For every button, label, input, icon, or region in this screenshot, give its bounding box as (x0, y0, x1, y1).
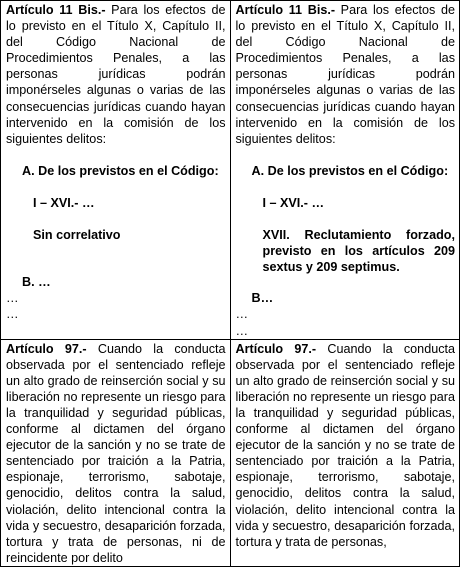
article-text: Para los efectos de lo previsto en el Título X, Capítulo II, del Código Nacional de Procedimientos Penales, a las personas jurídicas podrán imponérseles algunas o varias de las consecuencias jurídicas cuando hayan intervenido en la comisión de los siguientes delitos: (235, 3, 455, 146)
ellipsis-line: … (235, 307, 249, 322)
ellipsis-line: … (6, 291, 19, 306)
subsection-a: A. De los previstos en el Código: (22, 163, 219, 178)
article-heading: Artículo 97.- (235, 341, 317, 356)
article-paragraph (236, 2, 456, 147)
article-paragraph (236, 341, 456, 550)
left-cell-article-97 (1, 339, 231, 566)
article-heading: Artículo 11 Bis.- (235, 3, 336, 17)
right-cell-article-97 (230, 339, 460, 566)
left-cell-article-11-bis (1, 1, 231, 340)
article-paragraph (6, 341, 226, 566)
ellipsis-line: … (6, 307, 19, 322)
subsection-b: B. … (22, 275, 51, 290)
ellipsis-line: … (235, 323, 249, 338)
item-range: I – XVI.- … (33, 195, 95, 210)
article-heading: Artículo 11 Bis.- (6, 3, 106, 17)
table-row (1, 1, 460, 340)
subsection-b: B… (251, 291, 274, 306)
table-row (1, 339, 460, 566)
item-xvii: Sin correlativo (33, 228, 121, 243)
item-range: I – XVI.- … (262, 195, 325, 210)
article-text: Cuando la conducta observada por el sentenciado refleje un alto grado de reinserción social y su liberación no represente un riesgo para la tranquilidad y seguridad públicas, conforme al dictamen del órgano ejecutor de la sanción y no se trate de sentenciado por traición a la Patria, espionaje, terrorismo, sabotaje, genocidio, delitos contra la salud, violación, delito intencional contra la vida y secuestro, desaparición forzada, tortura y trata de personas, (235, 341, 455, 549)
right-cell-article-11-bis (230, 1, 460, 340)
article-text: Cuando la conducta observada por el sentenciado refleje un alto grado de reinserción social y su liberación no represente un riesgo para la tranquilidad y seguridad públicas, conforme al dictamen del órgano ejecutor de la sanción y no se trate de sentenciado por traición a la Patria, espionaje, terrorismo, sabotaje, genocidio, delitos contra la salud, violación, delito intencional contra la vida y secuestro, desaparición forzada, tortura y trata de personas, ni de reincidente por delito (6, 341, 226, 565)
article-paragraph (6, 2, 226, 147)
article-text: Para los efectos de lo previsto en el Título X, Capítulo II, del Código Nacional de Procedimientos Penales, a las personas jurídicas podrán imponérseles algunas o varias de las consecuencias jurídicas cuando hayan intervenido en la comisión de los siguientes delitos: (6, 3, 226, 146)
item-xvii: XVII. Reclutamiento forzado, previsto en los artículos 209 sextus y 209 septimus. (262, 228, 455, 275)
subsection-a: A. De los previstos en el Código: (251, 163, 449, 178)
article-heading: Artículo 97.- (6, 341, 87, 356)
